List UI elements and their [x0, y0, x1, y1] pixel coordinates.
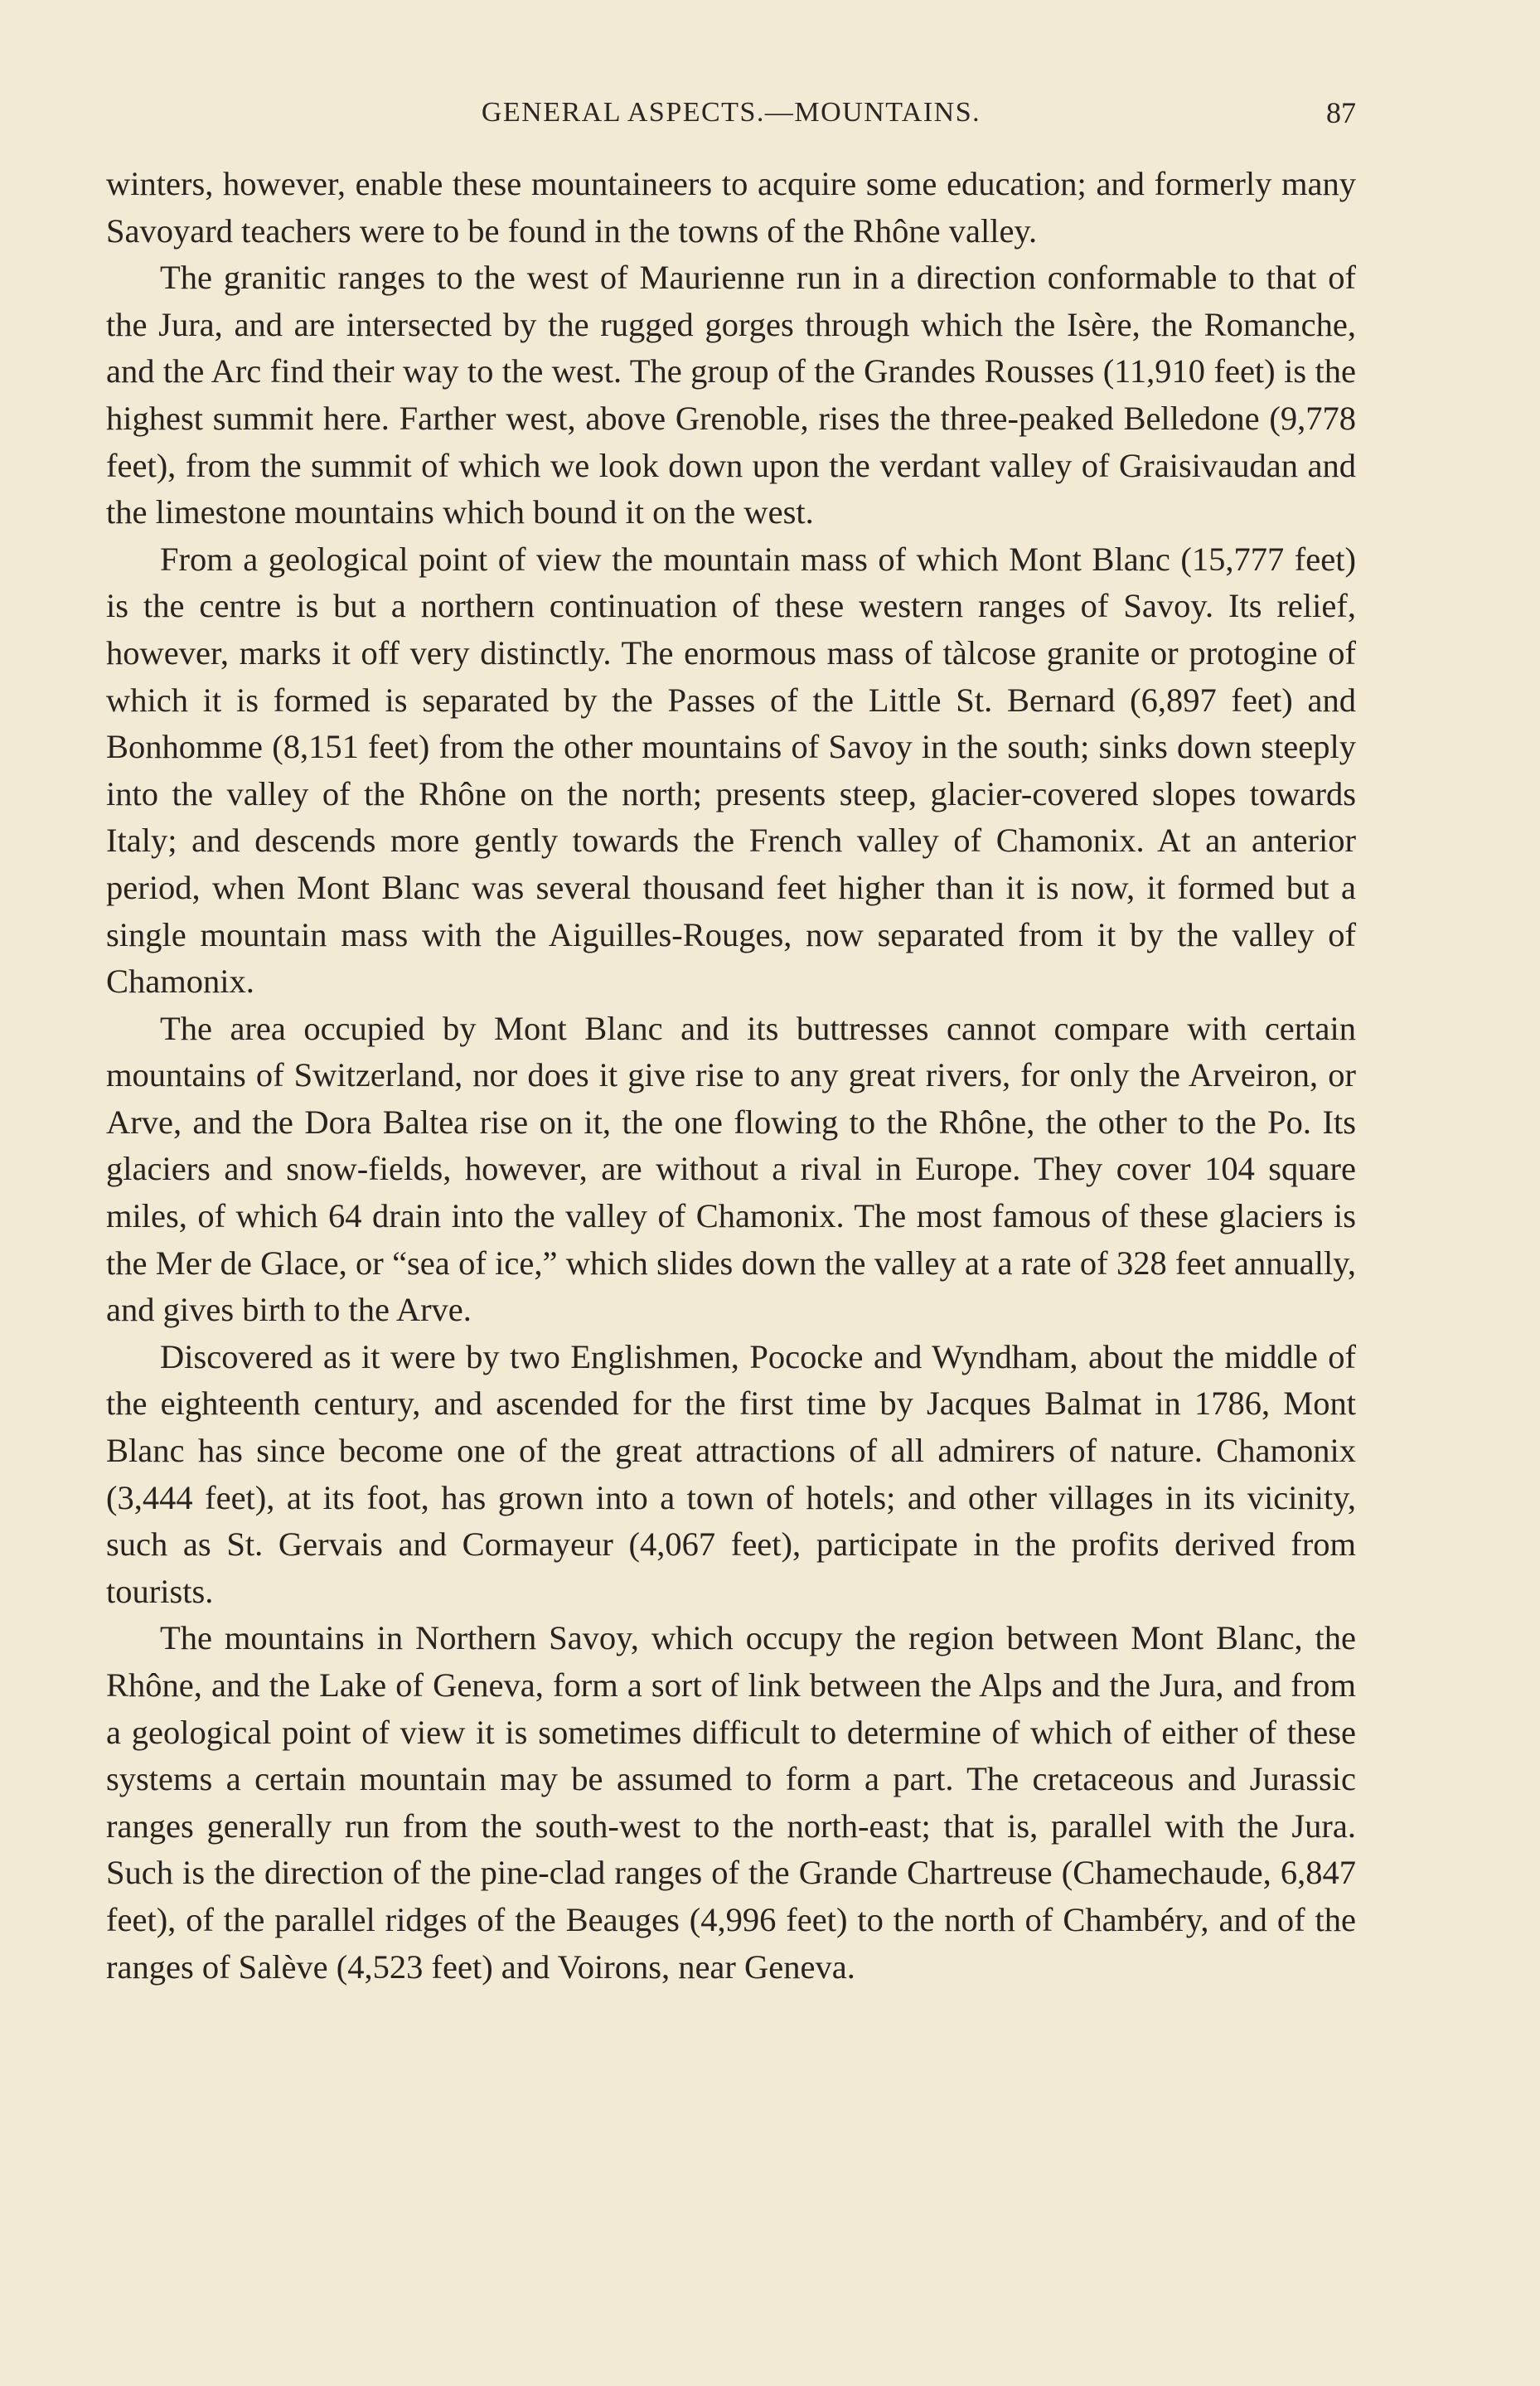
paragraph-4: The area occupied by Mont Blanc and its buttresses cannot compare with certain mountains of Switzerland, nor does it give rise to any great rivers, for only the Arveiron, or Arve, and the Dora Baltea rise on it, the one flowing to the Rhône, the other to the Po. Its glaciers and snow-fields, however, are without a rival in Europe. They cover 104 square miles, of which 64 drain into the valley of Chamonix. The most famous of these glaciers is the Mer de Glace, or “sea of ice,” which slides down the valley at a rate of 328 feet annually, and gives birth to the Arve. [106, 1009, 1356, 1329]
page-number: 87 [1326, 96, 1356, 129]
paragraph-5: Discovered as it were by two Englishmen, Pococke and Wyndham, about the middle of the eighteenth century, and ascended for the first time by Jacques Balmat in 1786, Mont Blanc has since become one of the great attractions of all admirers of nature. Chamonix (3,444 feet), at its foot, has grown into a town of hotels; and other villages in its vicinity, such as St. Gervais and Cormayeur (4,067 feet), participate in the profits derived from tourists. [106, 1337, 1356, 1610]
page-header [106, 90, 1356, 136]
paragraph-6: The mountains in Northern Savoy, which occupy the region between Mont Blanc, the Rhône, and the Lake of Geneva, form a sort of link between the Alps and the Jura, and from a geological point of view it is sometimes difficult to determine of which of either of these systems a certain mountain may be assumed to form a part. The cretaceous and Jurassic ranges generally run from the south-west to the north-east; that is, parallel with the Jura. Such is the direction of the pine-clad ranges of the Grande Chartreuse (Chamechaude, 6,847 feet), of the parallel ridges of the Beauges (4,996 feet) to the north of Chambéry, and of the ranges of Salève (4,523 feet) and Voirons, near Geneva. [106, 1619, 1356, 1986]
running-head: GENERAL ASPECTS.—MOUNTAINS. [481, 97, 981, 128]
paragraph-2: The granitic ranges to the west of Maurienne run in a direction conformable to that of the Jura, and are intersected by the rugged gorges through which the Isère, the Romanche, and the Arc find their way to the west. The group of the Grandes Rousses (11,910 feet) is the highest summit here. Farther west, above Grenoble, rises the three-peaked Belledone (9,778 feet), from the summit of which we look down upon the verdant valley of Graisivaudan and the limestone mountains which bound it on the west. [106, 259, 1356, 531]
paragraph-1: winters, however, enable these mountaineers to acquire some education; and formerly many Savoyard teachers were to be found in the towns of the Rhône valley. [106, 165, 1356, 250]
page-content [106, 161, 1356, 1991]
paragraph-3: From a geological point of view the mountain mass of which Mont Blanc (15,777 feet) is the centre is but a northern continuation of these western ranges of Savoy. Its relief, however, marks it off very distinctly. The enormous mass of tàlcose granite or protogine of which it is formed is separated by the Passes of the Little St. Bernard (6,897 feet) and Bonhomme (8,151 feet) from the other mountains of Savoy in the south; sinks down steeply into the valley of the Rhône on the north; presents steep, glacier-covered slopes towards Italy; and descends more gently towards the French valley of Chamonix. At an anterior period, when Mont Blanc was several thousand feet higher than it is now, it formed but a single mountain mass with the Aiguilles-Rouges, now separated from it by the valley of Chamonix. [106, 540, 1356, 1001]
